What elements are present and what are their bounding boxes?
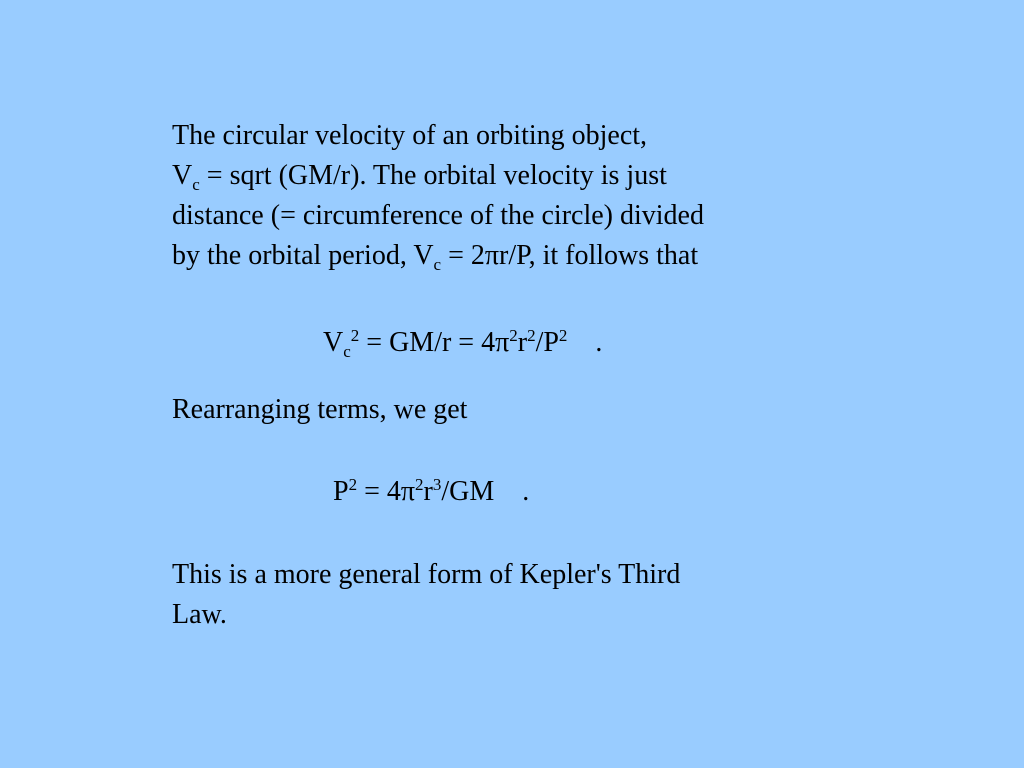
equation-keplers-third-law: [333, 472, 529, 512]
text-line: [172, 236, 704, 276]
eq-term: V: [323, 327, 344, 358]
superscript: 2: [415, 475, 424, 494]
text-segment: = sqrt (GM/r). The orbital velocity is just: [199, 160, 667, 191]
eq-term: r: [517, 327, 528, 358]
eq-term: .: [567, 327, 603, 358]
text-line: [172, 156, 704, 196]
subscript-c: c: [433, 255, 442, 274]
superscript: 2: [558, 326, 568, 345]
text-segment: by the orbital period, V: [172, 240, 434, 271]
text-line: This is a more general form of Kepler's Third: [172, 559, 681, 590]
subscript-c: c: [343, 342, 351, 361]
equation-velocity-squared: [323, 323, 602, 363]
subscript-c: c: [192, 175, 200, 194]
text-segment: = 2πr/P, it follows that: [441, 240, 699, 271]
eq-term: = 4π: [357, 476, 416, 507]
velocity-symbol: V: [172, 160, 193, 191]
eq-term: = GM/r = 4π: [359, 327, 510, 358]
superscript: 2: [509, 326, 518, 345]
text-line: distance (= circumference of the circle) divided: [172, 200, 704, 231]
text-line: The circular velocity of an orbiting object,: [172, 120, 648, 151]
eq-term: /P: [535, 327, 559, 358]
eq-term: P: [333, 476, 349, 507]
text-line: Law.: [172, 599, 227, 630]
superscript: 2: [527, 326, 536, 345]
paragraph-kepler: [172, 555, 680, 635]
eq-term: /GM .: [441, 476, 530, 507]
superscript: 2: [350, 326, 360, 345]
eq-term: r: [423, 476, 433, 507]
superscript: 2: [348, 475, 358, 494]
paragraph-circular-velocity: [172, 116, 704, 276]
superscript: 3: [432, 475, 442, 494]
paragraph-rearranging: Rearranging terms, we get: [172, 394, 468, 425]
